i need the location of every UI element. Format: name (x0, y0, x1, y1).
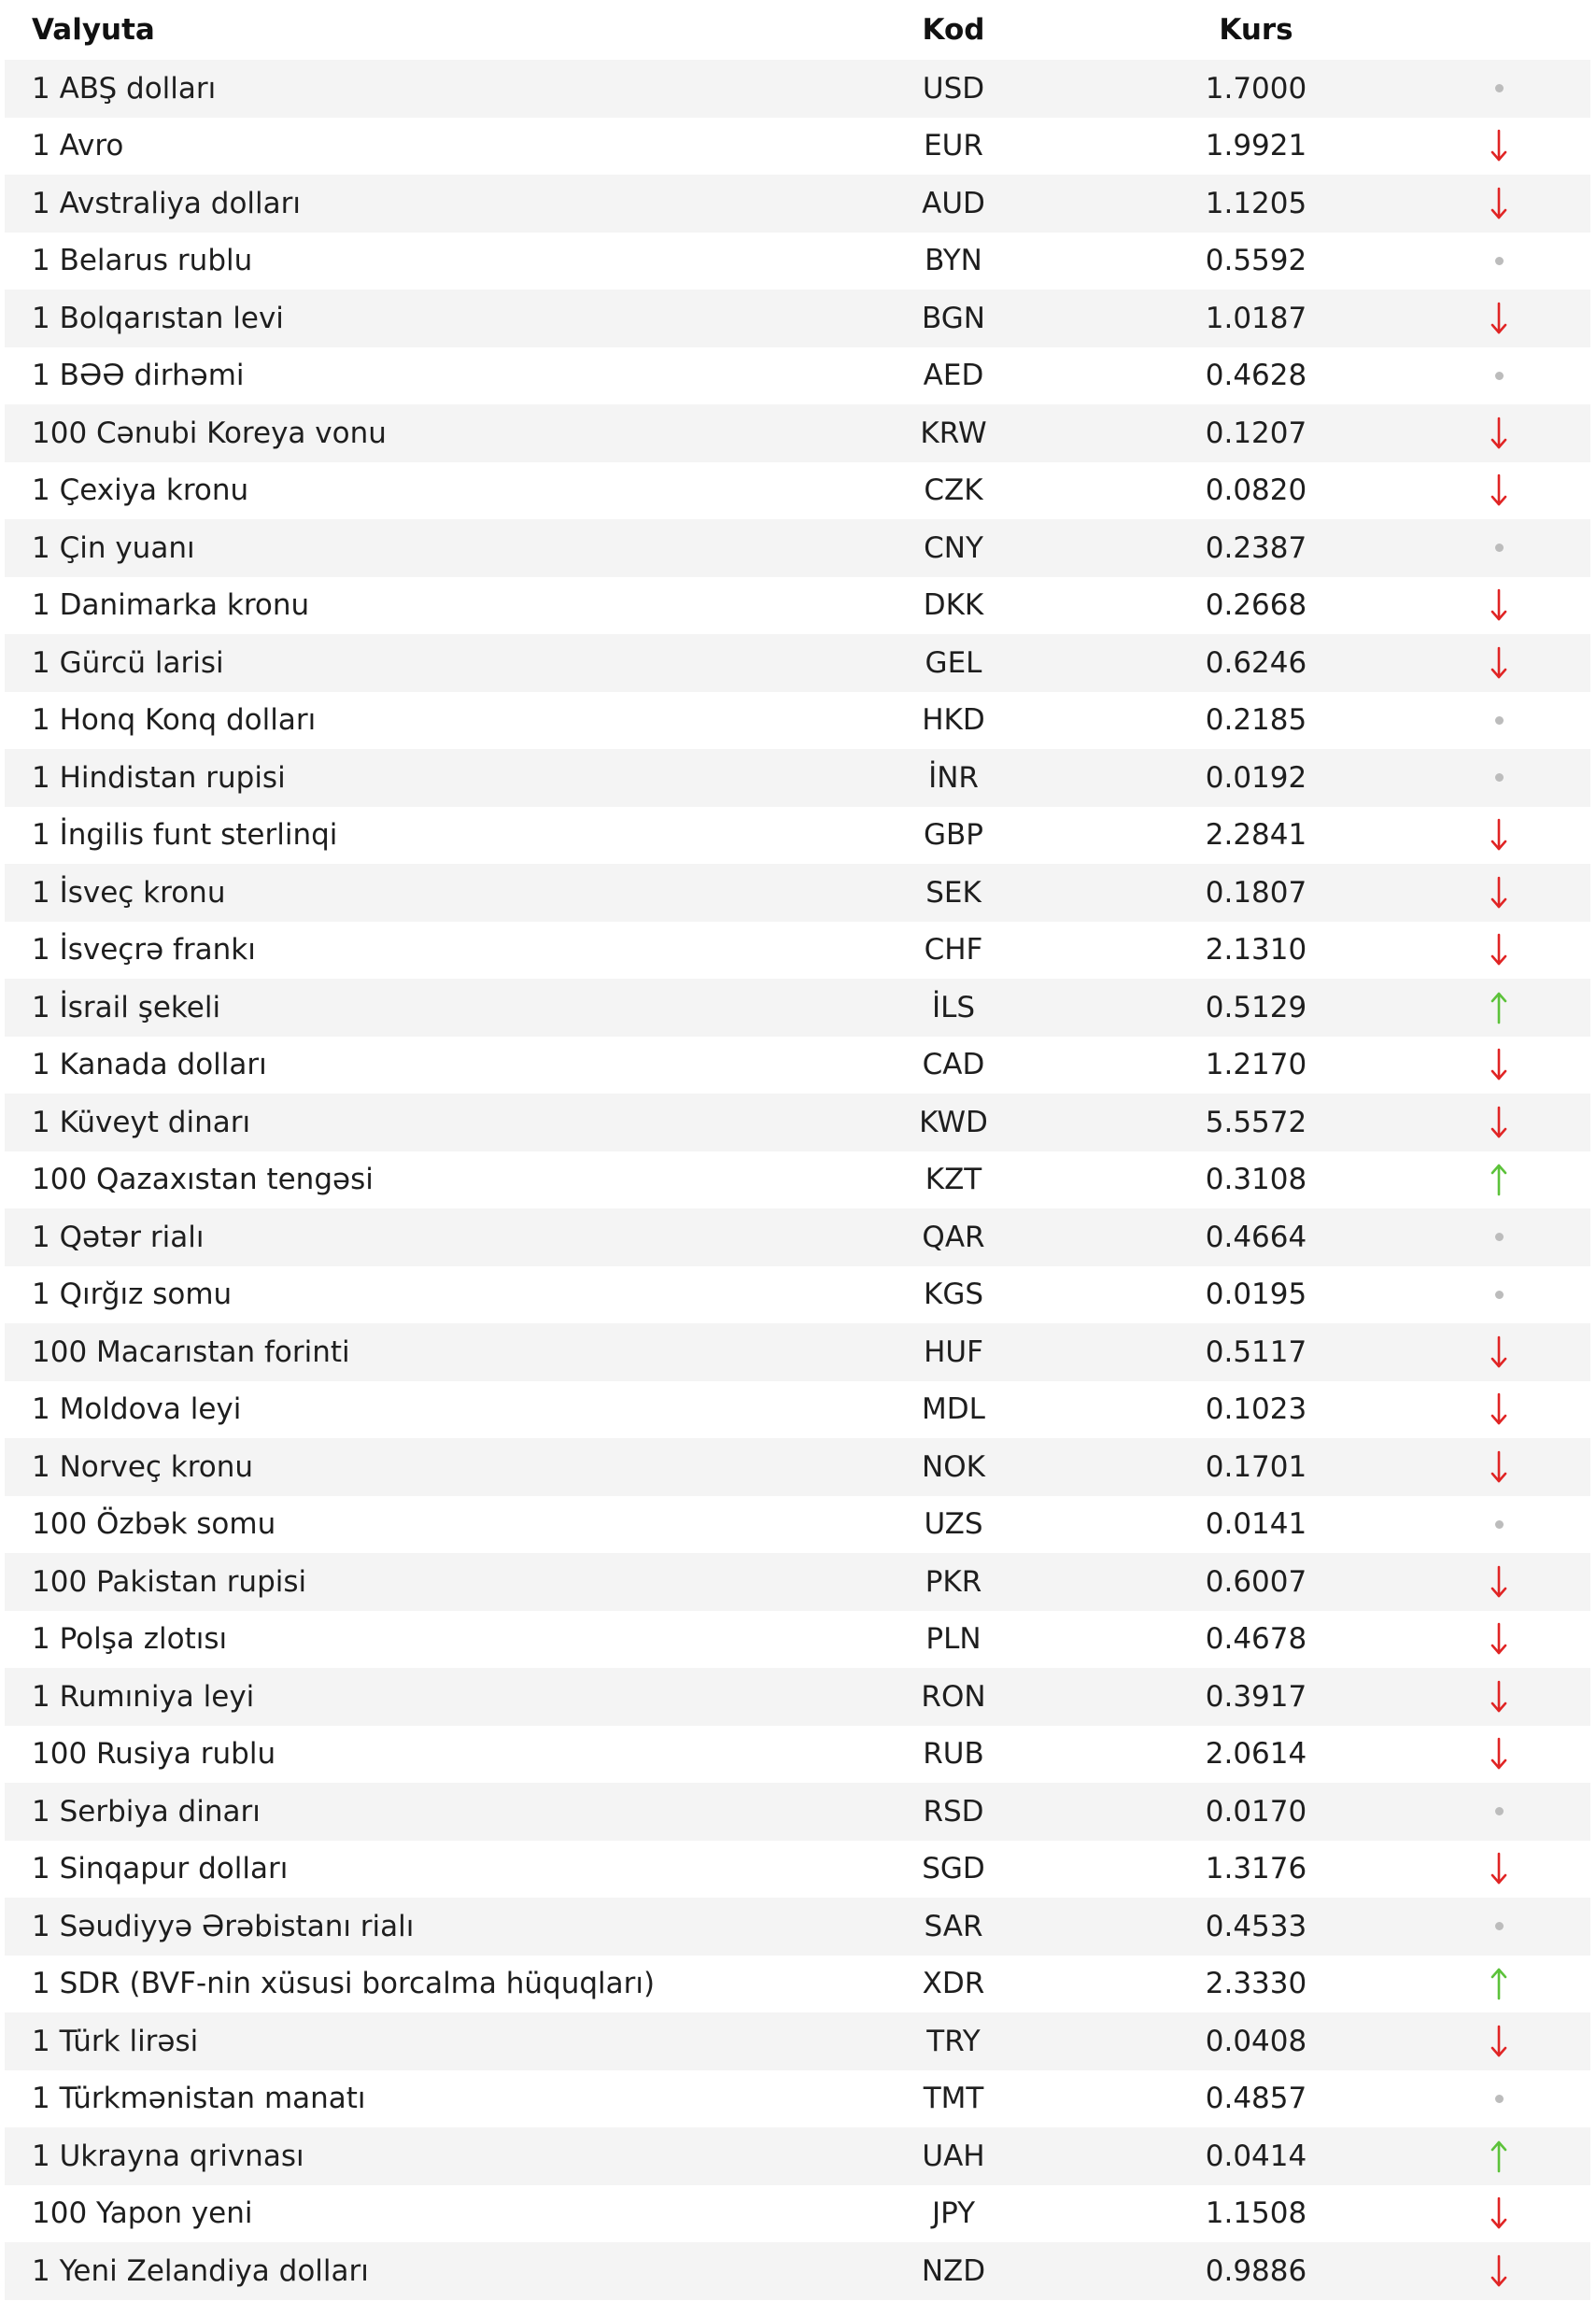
currency-name: 1 Polşa zlotısı (32, 1622, 228, 1657)
trend-cell (1434, 1678, 1590, 1716)
currency-code: CAD (922, 1048, 985, 1082)
currency-rate: 0.5117 (1205, 1335, 1307, 1369)
currency-rate: 0.4533 (1205, 1909, 1307, 1943)
trend-cell (1434, 300, 1590, 337)
table-row (5, 519, 1590, 577)
currency-code: GBP (924, 818, 983, 853)
currency-code: PLN (925, 1622, 982, 1657)
table-row (5, 347, 1590, 405)
table-row (5, 1898, 1590, 1956)
currency-code: RSD (923, 1794, 984, 1829)
currency-rate: 0.1807 (1205, 875, 1307, 910)
table-row (5, 1323, 1590, 1381)
currency-name: 1 Türk lirəsi (32, 2024, 199, 2058)
currency-name: 100 Qazaxıstan tengəsi (32, 1163, 374, 1197)
currency-name: 100 Macarıstan forinti (32, 1335, 350, 1369)
currency-name: 1 Belarus rublu (32, 244, 253, 278)
currency-code: SAR (924, 1909, 983, 1943)
unchanged-dot-icon (1495, 544, 1504, 552)
currency-code: KWD (919, 1105, 988, 1139)
arrow-down-icon (1490, 1678, 1508, 1716)
unchanged-dot-icon (1495, 716, 1504, 725)
unchanged-dot-icon (1495, 1233, 1504, 1241)
header-rate: Kurs (1219, 13, 1293, 47)
currency-rate: 1.7000 (1205, 71, 1307, 106)
unchanged-dot-icon (1495, 1807, 1504, 1815)
currency-rate: 0.4857 (1205, 2082, 1307, 2116)
trend-cell (1434, 931, 1590, 968)
table-row (5, 290, 1590, 347)
trend-cell (1434, 1807, 1590, 1815)
unchanged-dot-icon (1495, 773, 1504, 782)
table-row (5, 1956, 1590, 2013)
unchanged-dot-icon (1495, 372, 1504, 380)
currency-rate: 0.1023 (1205, 1392, 1307, 1427)
currency-code: İNR (928, 760, 979, 795)
trend-cell (1434, 415, 1590, 452)
table-row (5, 60, 1590, 118)
arrow-down-icon (1490, 185, 1508, 222)
trend-cell (1434, 2023, 1590, 2060)
currency-rate: 0.0195 (1205, 1278, 1307, 1312)
table-row (5, 462, 1590, 520)
trend-cell (1434, 1291, 1590, 1299)
arrow-up-icon (1490, 1161, 1508, 1198)
currency-rate: 1.0187 (1205, 301, 1307, 335)
currency-code: CHF (924, 933, 983, 967)
currency-rate: 0.3917 (1205, 1679, 1307, 1714)
trend-cell (1434, 1563, 1590, 1601)
currency-rate: 0.1207 (1205, 416, 1307, 450)
currency-name: 1 Çexiya kronu (32, 473, 249, 508)
currency-rate: 0.9886 (1205, 2253, 1307, 2288)
trend-cell (1434, 1850, 1590, 1887)
currency-rate: 1.1205 (1205, 186, 1307, 220)
currency-rate: 0.1701 (1205, 1449, 1307, 1484)
unchanged-dot-icon (1495, 2095, 1504, 2103)
currency-rate: 2.2841 (1205, 818, 1307, 853)
table-row (5, 233, 1590, 290)
table-row (5, 1381, 1590, 1439)
currency-name: 1 Hindistan rupisi (32, 760, 286, 795)
trend-cell (1434, 1391, 1590, 1428)
table-row (5, 2012, 1590, 2070)
currency-code: KZT (925, 1163, 982, 1197)
trend-cell (1434, 2095, 1590, 2103)
trend-cell (1434, 816, 1590, 854)
table-row (5, 2242, 1590, 2300)
table-row (5, 1726, 1590, 1784)
arrow-down-icon (1490, 816, 1508, 854)
table-row (5, 1553, 1590, 1611)
currency-rate: 0.4664 (1205, 1220, 1307, 1254)
arrow-down-icon (1490, 2023, 1508, 2060)
currency-rate: 2.3330 (1205, 1967, 1307, 2001)
currency-name: 1 Avstraliya dolları (32, 186, 302, 220)
arrow-down-icon (1490, 586, 1508, 624)
trend-cell (1434, 989, 1590, 1026)
currency-name: 1 İsrail şekeli (32, 990, 221, 1024)
currency-name: 1 Qətər rialı (32, 1220, 205, 1254)
table-body (5, 60, 1590, 2300)
currency-name: 1 Serbiya dinarı (32, 1794, 261, 1829)
table-row (5, 1438, 1590, 1496)
table-row (5, 118, 1590, 176)
unchanged-dot-icon (1495, 1520, 1504, 1529)
trend-cell (1434, 1735, 1590, 1772)
currency-code: AED (923, 359, 984, 393)
table-header (5, 0, 1590, 60)
currency-rate: 0.6007 (1205, 1564, 1307, 1599)
currency-code: SEK (925, 875, 982, 910)
currency-name: 1 Küveyt dinarı (32, 1105, 251, 1139)
table-row (5, 1668, 1590, 1726)
currency-rate: 0.0170 (1205, 1794, 1307, 1829)
currency-name: 1 Bolqarıstan levi (32, 301, 284, 335)
currency-name: 100 Pakistan rupisi (32, 1564, 307, 1599)
arrow-down-icon (1490, 1850, 1508, 1887)
currency-name: 1 Kanada dolları (32, 1048, 267, 1082)
trend-cell (1434, 644, 1590, 682)
unchanged-dot-icon (1495, 1291, 1504, 1299)
table-row (5, 692, 1590, 750)
currency-code: KGS (923, 1278, 984, 1312)
currency-rate: 0.4628 (1205, 359, 1307, 393)
currency-name: 1 Moldova leyi (32, 1392, 242, 1427)
table-row (5, 577, 1590, 635)
currency-code: CNY (924, 530, 983, 565)
arrow-down-icon (1490, 1620, 1508, 1658)
table-row (5, 1151, 1590, 1209)
trend-cell (1434, 257, 1590, 265)
currency-code: QAR (922, 1220, 985, 1254)
currency-name: 1 İsveçrə frankı (32, 933, 256, 967)
arrow-down-icon (1490, 127, 1508, 164)
currency-rate: 0.6246 (1205, 645, 1307, 680)
currency-rate: 0.0414 (1205, 2139, 1307, 2173)
arrow-down-icon (1490, 300, 1508, 337)
arrow-down-icon (1490, 644, 1508, 682)
table-row (5, 1266, 1590, 1324)
currency-rate: 0.2185 (1205, 703, 1307, 738)
currency-rate: 2.1310 (1205, 933, 1307, 967)
currency-name: 1 ABŞ dolları (32, 71, 217, 106)
arrow-up-icon (1490, 2138, 1508, 2175)
currency-rate: 0.5592 (1205, 244, 1307, 278)
trend-cell (1434, 127, 1590, 164)
table-row (5, 807, 1590, 865)
currency-code: JPY (931, 2196, 976, 2231)
table-row (5, 2070, 1590, 2128)
currency-code: BGN (922, 301, 985, 335)
currency-name: 1 İngilis funt sterlinqi (32, 818, 338, 853)
currency-code: GEL (925, 645, 982, 680)
currency-rate: 0.2668 (1205, 588, 1307, 623)
table-row (5, 1208, 1590, 1266)
currency-rate: 0.0408 (1205, 2024, 1307, 2058)
arrow-down-icon (1490, 1735, 1508, 1772)
table-row (5, 1611, 1590, 1669)
table-row (5, 634, 1590, 692)
currency-name: 1 Danimarka kronu (32, 588, 310, 623)
currency-code: UZS (924, 1507, 983, 1542)
arrow-down-icon (1490, 1046, 1508, 1083)
table-row (5, 175, 1590, 233)
trend-cell (1434, 1233, 1590, 1241)
currency-code: SGD (922, 1852, 985, 1886)
trend-cell (1434, 2252, 1590, 2290)
currency-code: RON (921, 1679, 986, 1714)
currency-code: PKR (925, 1564, 982, 1599)
currency-rate: 0.5129 (1205, 990, 1307, 1024)
currency-name: 100 Rusiya rublu (32, 1737, 276, 1772)
currency-code: UAH (922, 2139, 985, 2173)
currency-code: RUB (923, 1737, 984, 1772)
table-row (5, 979, 1590, 1037)
currency-name: 1 Norveç kronu (32, 1449, 254, 1484)
trend-cell (1434, 372, 1590, 380)
arrow-down-icon (1490, 1391, 1508, 1428)
table-row (5, 749, 1590, 807)
currency-name: 1 Qırğız somu (32, 1278, 233, 1312)
currency-name: 1 Səudiyyə Ərəbistanı rialı (32, 1909, 415, 1943)
currency-code: NOK (922, 1449, 985, 1484)
currency-code: HKD (922, 703, 985, 738)
arrow-down-icon (1490, 472, 1508, 509)
currency-name: 100 Yapon yeni (32, 2196, 253, 2231)
table-row (5, 922, 1590, 980)
table-row (5, 1037, 1590, 1094)
trend-cell (1434, 586, 1590, 624)
currency-code: İLS (931, 990, 976, 1024)
arrow-up-icon (1490, 989, 1508, 1026)
currency-code: TRY (926, 2024, 981, 2058)
currency-rate: 1.1508 (1205, 2196, 1307, 2231)
currency-name: 1 Türkmənistan manatı (32, 2082, 366, 2116)
arrow-down-icon (1490, 2252, 1508, 2290)
trend-cell (1434, 472, 1590, 509)
currency-name: 1 İsveç kronu (32, 875, 226, 910)
trend-cell (1434, 1448, 1590, 1486)
arrow-down-icon (1490, 415, 1508, 452)
currency-name: 1 Avro (32, 129, 124, 163)
trend-cell (1434, 874, 1590, 911)
trend-cell (1434, 1161, 1590, 1198)
currency-code: EUR (924, 129, 983, 163)
header-currency: Valyuta (32, 13, 155, 47)
trend-cell (1434, 2138, 1590, 2175)
trend-cell (1434, 2195, 1590, 2232)
currency-name: 1 Çin yuanı (32, 530, 195, 565)
currency-code: KRW (920, 416, 987, 450)
currency-code: USD (922, 71, 985, 106)
currency-rate: 0.0192 (1205, 760, 1307, 795)
table-row (5, 864, 1590, 922)
currency-code: DKK (923, 588, 984, 623)
currency-rate: 1.3176 (1205, 1852, 1307, 1886)
unchanged-dot-icon (1495, 257, 1504, 265)
currency-code: CZK (924, 473, 983, 508)
table-row (5, 1094, 1590, 1151)
arrow-down-icon (1490, 874, 1508, 911)
currency-rate: 1.2170 (1205, 1048, 1307, 1082)
trend-cell (1434, 1104, 1590, 1141)
currency-name: 1 Gürcü larisi (32, 645, 224, 680)
currency-rate: 5.5572 (1205, 1105, 1307, 1139)
trend-cell (1434, 773, 1590, 782)
arrow-down-icon (1490, 1334, 1508, 1371)
table-row (5, 1841, 1590, 1899)
currency-rate: 0.0820 (1205, 473, 1307, 508)
arrow-up-icon (1490, 1965, 1508, 2002)
currency-rate: 2.0614 (1205, 1737, 1307, 1772)
currency-rate: 1.9921 (1205, 129, 1307, 163)
table-row (5, 1496, 1590, 1554)
table-row (5, 2185, 1590, 2243)
currency-name: 1 Ukrayna qrivnası (32, 2139, 304, 2173)
trend-cell (1434, 185, 1590, 222)
unchanged-dot-icon (1495, 1922, 1504, 1930)
currency-name: 1 Yeni Zelandiya dolları (32, 2253, 369, 2288)
trend-cell (1434, 716, 1590, 725)
currency-rate: 0.2387 (1205, 530, 1307, 565)
trend-cell (1434, 84, 1590, 92)
currency-name: 1 BƏƏ dirhəmi (32, 359, 245, 393)
currency-name: 100 Cənubi Koreya vonu (32, 416, 387, 450)
currency-rates-table (5, 0, 1590, 2300)
table-row (5, 404, 1590, 462)
currency-rate: 0.4678 (1205, 1622, 1307, 1657)
currency-name: 1 Honq Konq dolları (32, 703, 317, 738)
currency-code: XDR (922, 1967, 985, 2001)
table-row (5, 2127, 1590, 2185)
unchanged-dot-icon (1495, 84, 1504, 92)
currency-code: TMT (923, 2082, 984, 2116)
trend-cell (1434, 544, 1590, 552)
currency-code: AUD (922, 186, 985, 220)
arrow-down-icon (1490, 931, 1508, 968)
arrow-down-icon (1490, 1563, 1508, 1601)
trend-cell (1434, 1965, 1590, 2002)
currency-code: MDL (922, 1392, 985, 1427)
trend-cell (1434, 1620, 1590, 1658)
arrow-down-icon (1490, 2195, 1508, 2232)
currency-name: 1 Sinqapur dolları (32, 1852, 289, 1886)
currency-code: HUF (924, 1335, 983, 1369)
currency-code: NZD (921, 2253, 986, 2288)
currency-rate: 0.0141 (1205, 1507, 1307, 1542)
currency-rate: 0.3108 (1205, 1163, 1307, 1197)
trend-cell (1434, 1334, 1590, 1371)
currency-name: 1 Rumıniya leyi (32, 1679, 255, 1714)
trend-cell (1434, 1520, 1590, 1529)
currency-name: 100 Özbək somu (32, 1507, 276, 1542)
arrow-down-icon (1490, 1104, 1508, 1141)
trend-cell (1434, 1046, 1590, 1083)
table-row (5, 1783, 1590, 1841)
arrow-down-icon (1490, 1448, 1508, 1486)
trend-cell (1434, 1922, 1590, 1930)
currency-code: BYN (925, 244, 982, 278)
header-code: Kod (922, 13, 985, 47)
currency-name: 1 SDR (BVF-nin xüsusi borcalma hüquqları) (32, 1967, 656, 2001)
